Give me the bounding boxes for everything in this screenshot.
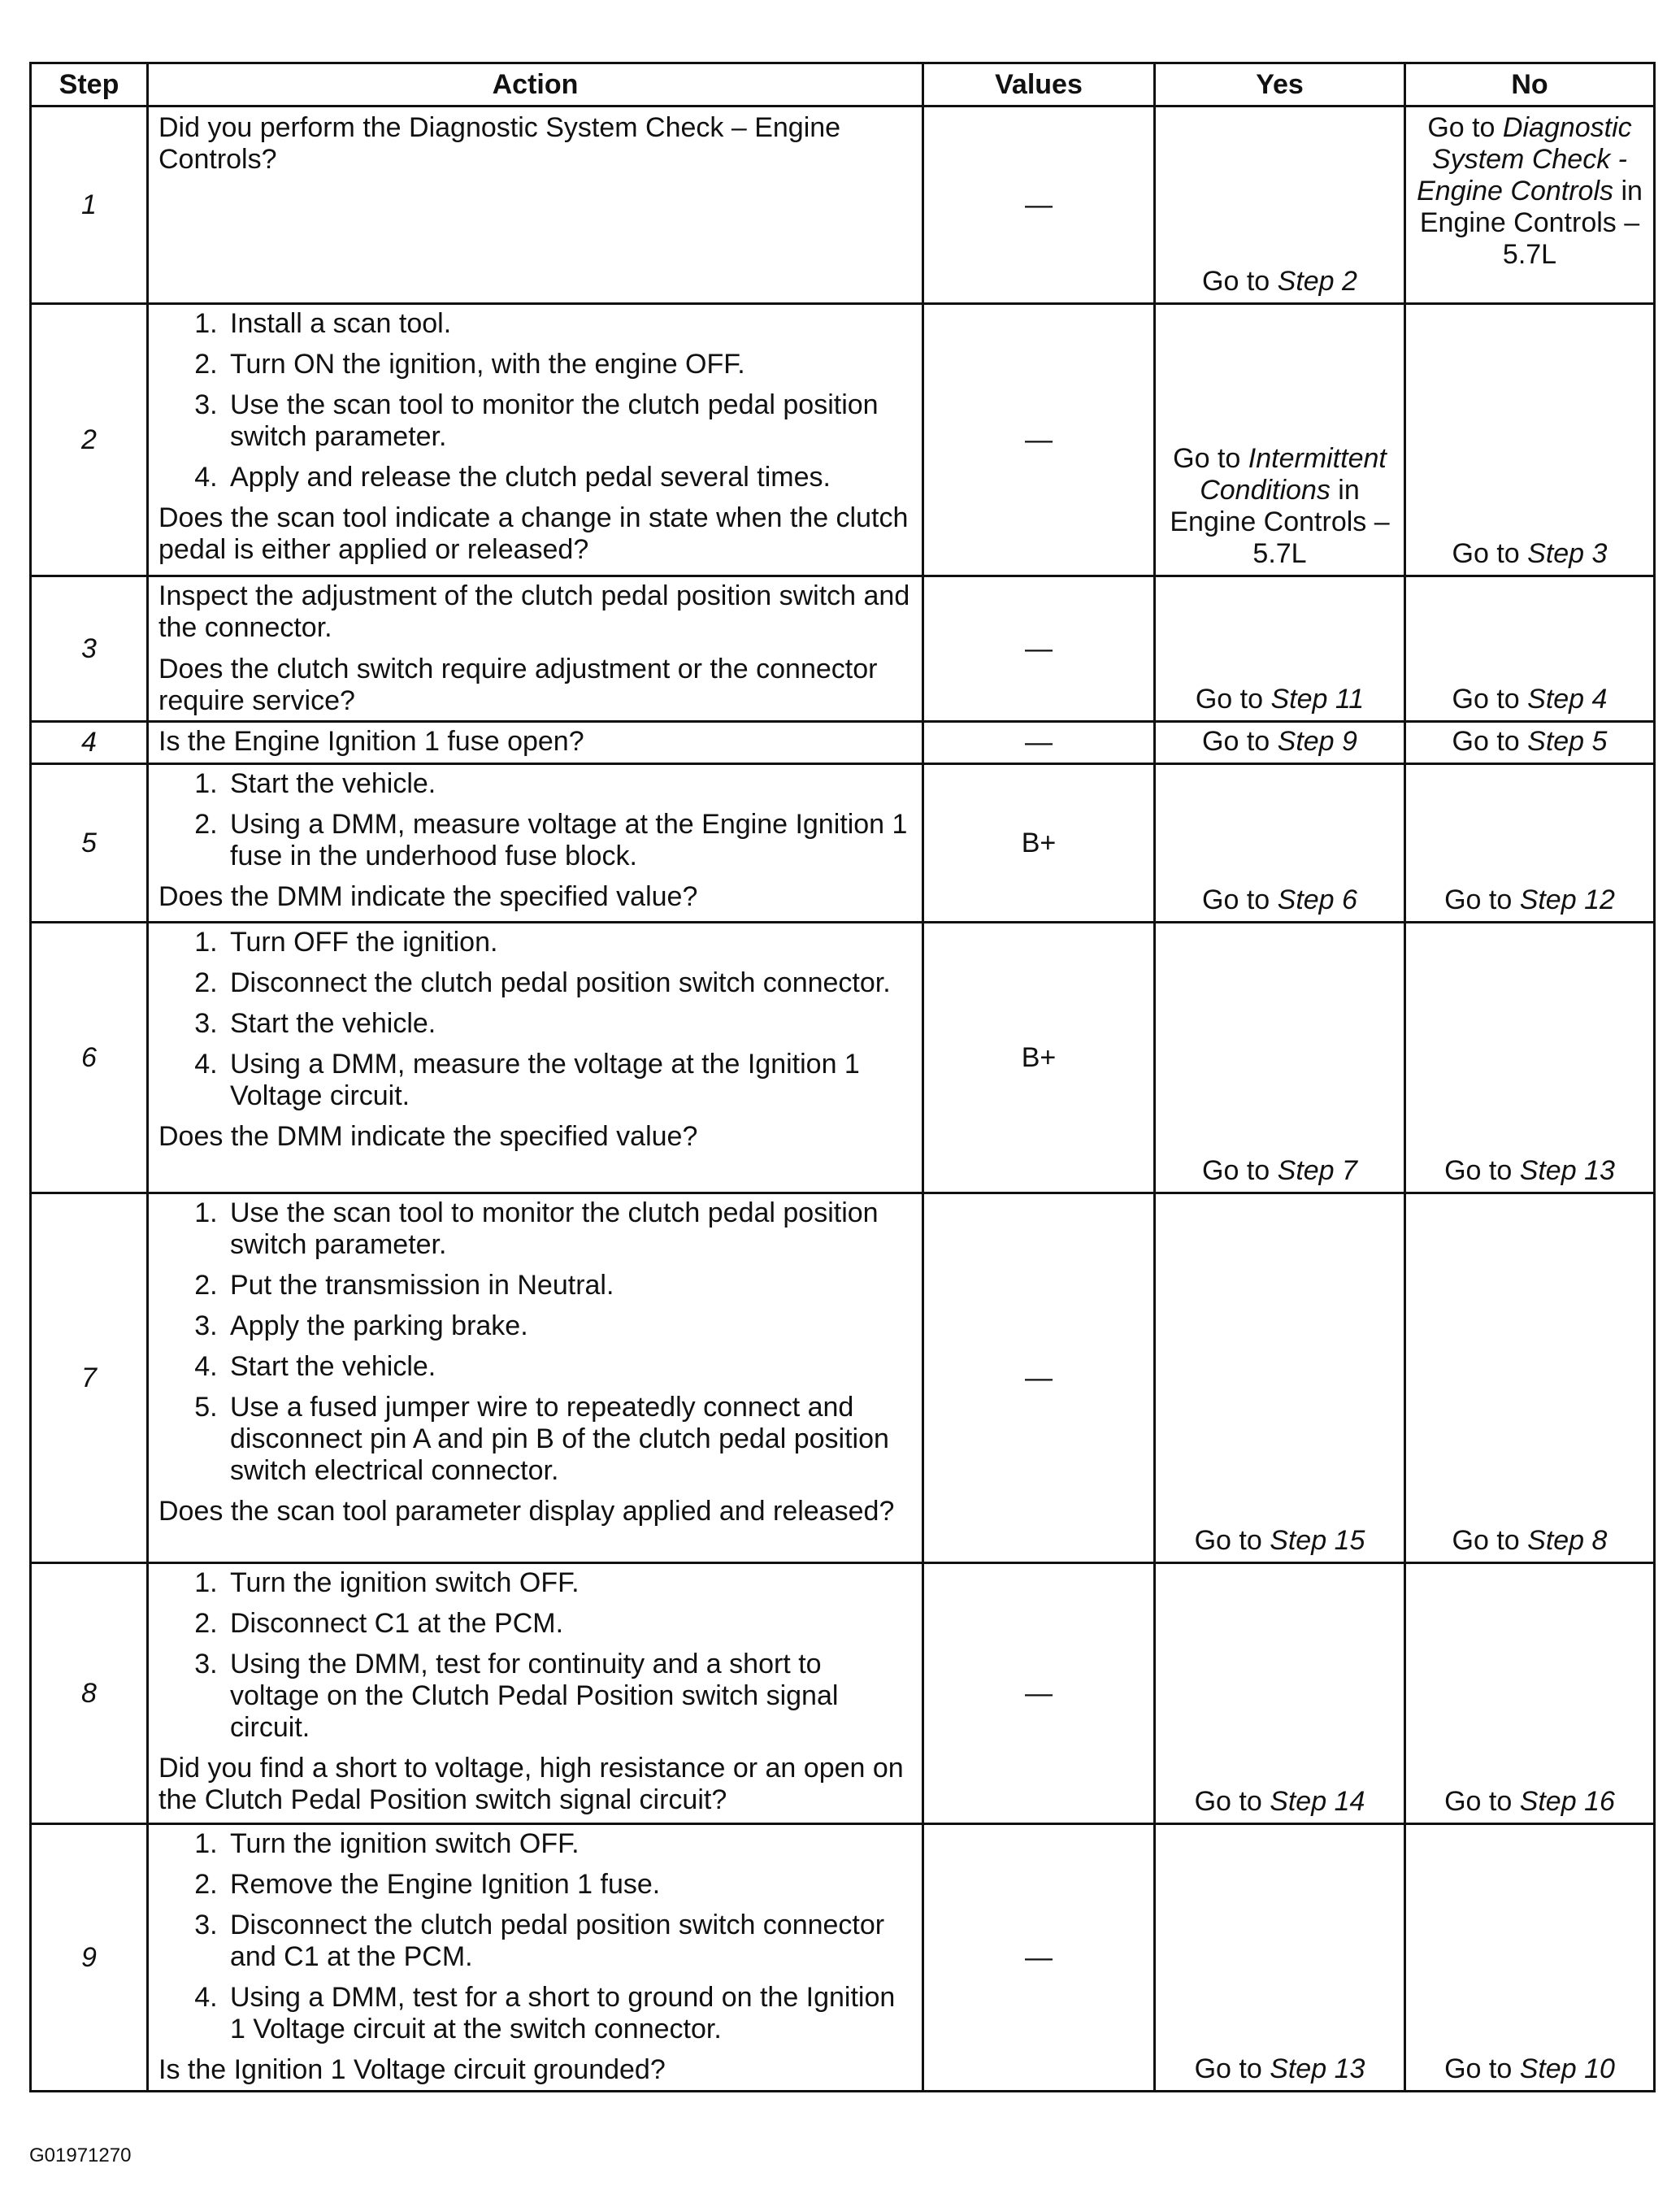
- no-goto-link[interactable]: [1417, 112, 1643, 270]
- no-reference: Step 10: [1519, 2053, 1615, 2084]
- action-cell: [148, 1193, 923, 1563]
- substep-item: 4. Start the vehicle.: [225, 1351, 912, 1383]
- substep-item: 1. Use the scan tool to monitor the clutch pedal position switch parameter.: [225, 1197, 912, 1261]
- action-cell: [148, 106, 923, 304]
- no-reference: Step 16: [1519, 1786, 1615, 1817]
- action-cell: [148, 1563, 923, 1824]
- no-cell: [1405, 764, 1655, 923]
- no-goto-link[interactable]: [1444, 884, 1615, 915]
- action-question: Does the scan tool parameter display applied and released?: [158, 1496, 895, 1527]
- yes-cell: [1155, 923, 1405, 1193]
- substep-item: 2. Turn ON the ignition, with the engine OFF.: [225, 349, 912, 380]
- yes-cell: [1155, 722, 1405, 764]
- step-number: 5: [31, 764, 148, 923]
- no-prefix: Go to: [1444, 1155, 1520, 1186]
- yes-goto-link[interactable]: [1202, 884, 1357, 915]
- step-number: 4: [31, 722, 148, 764]
- values-cell: —: [923, 722, 1155, 764]
- no-reference: Step 5: [1527, 726, 1608, 757]
- action-question: Does the DMM indicate the specified value?: [158, 1121, 698, 1152]
- yes-reference: Step 2: [1277, 266, 1357, 297]
- no-goto-link[interactable]: [1452, 1525, 1608, 1556]
- yes-reference: Step 13: [1270, 2053, 1365, 2084]
- header-no: No: [1405, 63, 1655, 106]
- substep-item: 3. Start the vehicle.: [225, 1008, 912, 1040]
- yes-prefix: Go to: [1173, 443, 1248, 474]
- no-prefix: Go to: [1444, 884, 1520, 915]
- diagnostic-table: [29, 62, 1656, 2092]
- yes-reference: Intermittent Conditions: [1200, 443, 1387, 506]
- yes-prefix: Go to: [1202, 1155, 1278, 1186]
- no-goto-link[interactable]: [1444, 1155, 1615, 1186]
- no-cell: [1405, 722, 1655, 764]
- header-step: Step: [31, 63, 148, 106]
- step-number: 1: [31, 106, 148, 304]
- action-question: Did you find a short to voltage, high resistance or an open on the Clutch Pedal Position switch signal circuit?: [158, 1753, 904, 1815]
- header-action: Action: [148, 63, 923, 106]
- no-reference: Step 12: [1519, 884, 1615, 915]
- yes-goto-link[interactable]: [1196, 684, 1364, 715]
- yes-goto-link[interactable]: [1170, 443, 1389, 569]
- yes-prefix: Go to: [1202, 726, 1278, 757]
- action-intro: Inspect the adjustment of the clutch pedal position switch and the connector.: [158, 580, 910, 643]
- substep-item: 2. Disconnect C1 at the PCM.: [225, 1608, 912, 1640]
- table-row: [31, 1193, 1655, 1563]
- no-goto-link[interactable]: [1452, 684, 1608, 715]
- substep-list: [158, 768, 912, 872]
- yes-reference: Step 9: [1277, 726, 1357, 757]
- yes-cell: [1155, 576, 1405, 722]
- substep-item: 5. Use a fused jumper wire to repeatedly connect and disconnect pin A and pin B of the clutch pedal position switch electrical connector.: [225, 1392, 912, 1487]
- values-cell: —: [923, 304, 1155, 576]
- action-cell: [148, 722, 923, 764]
- substep-item: 3. Apply the parking brake.: [225, 1310, 912, 1342]
- no-prefix: Go to: [1444, 1786, 1520, 1817]
- action-cell: [148, 304, 923, 576]
- figure-id: G01971270: [29, 2144, 132, 2166]
- substep-item: 2. Remove the Engine Ignition 1 fuse.: [225, 1869, 912, 1901]
- header-yes: Yes: [1155, 63, 1405, 106]
- yes-cell: [1155, 304, 1405, 576]
- table-row: [31, 304, 1655, 576]
- substep-item: 1. Turn the ignition switch OFF.: [225, 1567, 912, 1599]
- action-question: Does the DMM indicate the specified value?: [158, 881, 698, 912]
- substep-list: [158, 927, 912, 1112]
- action-question: Does the clutch switch require adjustment or the connector require service?: [158, 654, 878, 716]
- no-reference: Step 4: [1527, 684, 1608, 715]
- no-prefix: Go to: [1452, 726, 1528, 757]
- header-values: Values: [923, 63, 1155, 106]
- no-prefix: Go to: [1427, 112, 1503, 143]
- action-cell: [148, 764, 923, 923]
- table-body: [31, 106, 1655, 2092]
- action-question: Is the Ignition 1 Voltage circuit grounded?: [158, 2054, 666, 2085]
- action-question: Does the scan tool indicate a change in state when the clutch pedal is either applied or released?: [158, 502, 909, 565]
- values-cell: —: [923, 576, 1155, 722]
- substep-item: 2. Using a DMM, measure voltage at the Engine Ignition 1 fuse in the underhood fuse block.: [225, 809, 912, 872]
- yes-reference: Step 14: [1270, 1786, 1365, 1817]
- diagnostic-table-sheet: [29, 62, 1653, 2092]
- no-prefix: Go to: [1452, 1525, 1528, 1556]
- no-cell: [1405, 304, 1655, 576]
- no-prefix: Go to: [1444, 2053, 1520, 2084]
- yes-cell: [1155, 764, 1405, 923]
- no-cell: [1405, 1193, 1655, 1563]
- yes-prefix: Go to: [1194, 2053, 1270, 2084]
- action-question: Did you perform the Diagnostic System Check – Engine Controls?: [158, 112, 841, 175]
- action-cell: [148, 576, 923, 722]
- yes-goto-link[interactable]: [1195, 2053, 1365, 2084]
- no-goto-link[interactable]: [1452, 538, 1608, 569]
- values-cell: B+: [923, 923, 1155, 1193]
- step-number: 6: [31, 923, 148, 1193]
- yes-prefix: Go to: [1195, 684, 1271, 715]
- substep-item: 3. Using the DMM, test for continuity and a short to voltage on the Clutch Pedal Position switch signal circuit.: [225, 1649, 912, 1744]
- no-reference: Step 13: [1519, 1155, 1615, 1186]
- no-cell: [1405, 1563, 1655, 1824]
- no-cell: [1405, 1824, 1655, 2092]
- substep-item: 3. Disconnect the clutch pedal position switch connector and C1 at the PCM.: [225, 1910, 912, 1973]
- substep-item: 2. Disconnect the clutch pedal position switch connector.: [225, 967, 912, 999]
- yes-cell: [1155, 1193, 1405, 1563]
- no-prefix: Go to: [1452, 538, 1528, 569]
- substep-item: 1. Turn the ignition switch OFF.: [225, 1828, 912, 1860]
- no-reference: Step 8: [1527, 1525, 1608, 1556]
- no-goto-link[interactable]: [1444, 1786, 1615, 1817]
- yes-cell: [1155, 1563, 1405, 1824]
- yes-reference: Step 15: [1270, 1525, 1365, 1556]
- yes-cell: [1155, 1824, 1405, 2092]
- values-cell: B+: [923, 764, 1155, 923]
- substep-item: 4. Using a DMM, measure the voltage at the Ignition 1 Voltage circuit.: [225, 1049, 912, 1112]
- values-cell: —: [923, 106, 1155, 304]
- no-cell: [1405, 106, 1655, 304]
- substep-item: 3. Use the scan tool to monitor the clutch pedal position switch parameter.: [225, 389, 912, 453]
- substep-list: [158, 1828, 912, 2045]
- step-number: 2: [31, 304, 148, 576]
- no-reference: Step 3: [1527, 538, 1608, 569]
- table-header-row: [31, 63, 1655, 106]
- no-cell: [1405, 576, 1655, 722]
- table-row: [31, 1824, 1655, 2092]
- action-cell: [148, 1824, 923, 2092]
- step-number: 9: [31, 1824, 148, 2092]
- yes-reference: Step 7: [1277, 1155, 1357, 1186]
- substep-item: 1. Start the vehicle.: [225, 768, 912, 800]
- substep-item: 1. Turn OFF the ignition.: [225, 927, 912, 958]
- yes-prefix: Go to: [1202, 266, 1278, 297]
- substep-list: [158, 308, 912, 493]
- yes-goto-link[interactable]: [1202, 266, 1357, 297]
- yes-prefix: Go to: [1194, 1525, 1270, 1556]
- yes-reference: Step 6: [1277, 884, 1357, 915]
- table-row: [31, 576, 1655, 722]
- no-cell: [1405, 923, 1655, 1193]
- substep-list: [158, 1197, 912, 1487]
- table-row: [31, 722, 1655, 764]
- substep-item: 1. Install a scan tool.: [225, 308, 912, 340]
- yes-suffix: in Engine Controls – 5.7L: [1170, 475, 1390, 569]
- substep-item: 4. Using a DMM, test for a short to ground on the Ignition 1 Voltage circuit at the switch connector.: [225, 1982, 912, 2045]
- no-goto-link[interactable]: [1444, 2053, 1615, 2084]
- yes-goto-link[interactable]: [1195, 1786, 1365, 1817]
- action-question: Is the Engine Ignition 1 fuse open?: [158, 726, 584, 757]
- yes-goto-link[interactable]: [1202, 726, 1357, 757]
- table-row: [31, 106, 1655, 304]
- table-row: [31, 764, 1655, 923]
- table-row: [31, 1563, 1655, 1824]
- step-number: 3: [31, 576, 148, 722]
- substep-item: 2. Put the transmission in Neutral.: [225, 1270, 912, 1301]
- no-prefix: Go to: [1452, 684, 1528, 715]
- yes-goto-link[interactable]: [1195, 1525, 1365, 1556]
- yes-reference: Step 11: [1270, 684, 1365, 715]
- yes-cell: [1155, 106, 1405, 304]
- no-suffix: in Engine Controls – 5.7L: [1419, 176, 1643, 270]
- values-cell: —: [923, 1193, 1155, 1563]
- table-row: [31, 923, 1655, 1193]
- yes-prefix: Go to: [1202, 884, 1278, 915]
- no-reference: Diagnostic System Check - Engine Controls: [1417, 112, 1632, 206]
- values-cell: —: [923, 1563, 1155, 1824]
- step-number: 7: [31, 1193, 148, 1563]
- values-cell: —: [923, 1824, 1155, 2092]
- substep-item: 4. Apply and release the clutch pedal several times.: [225, 462, 912, 493]
- substep-list: [158, 1567, 912, 1744]
- step-number: 8: [31, 1563, 148, 1824]
- yes-prefix: Go to: [1194, 1786, 1270, 1817]
- no-goto-link[interactable]: [1452, 726, 1608, 757]
- yes-goto-link[interactable]: [1202, 1155, 1357, 1186]
- action-cell: [148, 923, 923, 1193]
